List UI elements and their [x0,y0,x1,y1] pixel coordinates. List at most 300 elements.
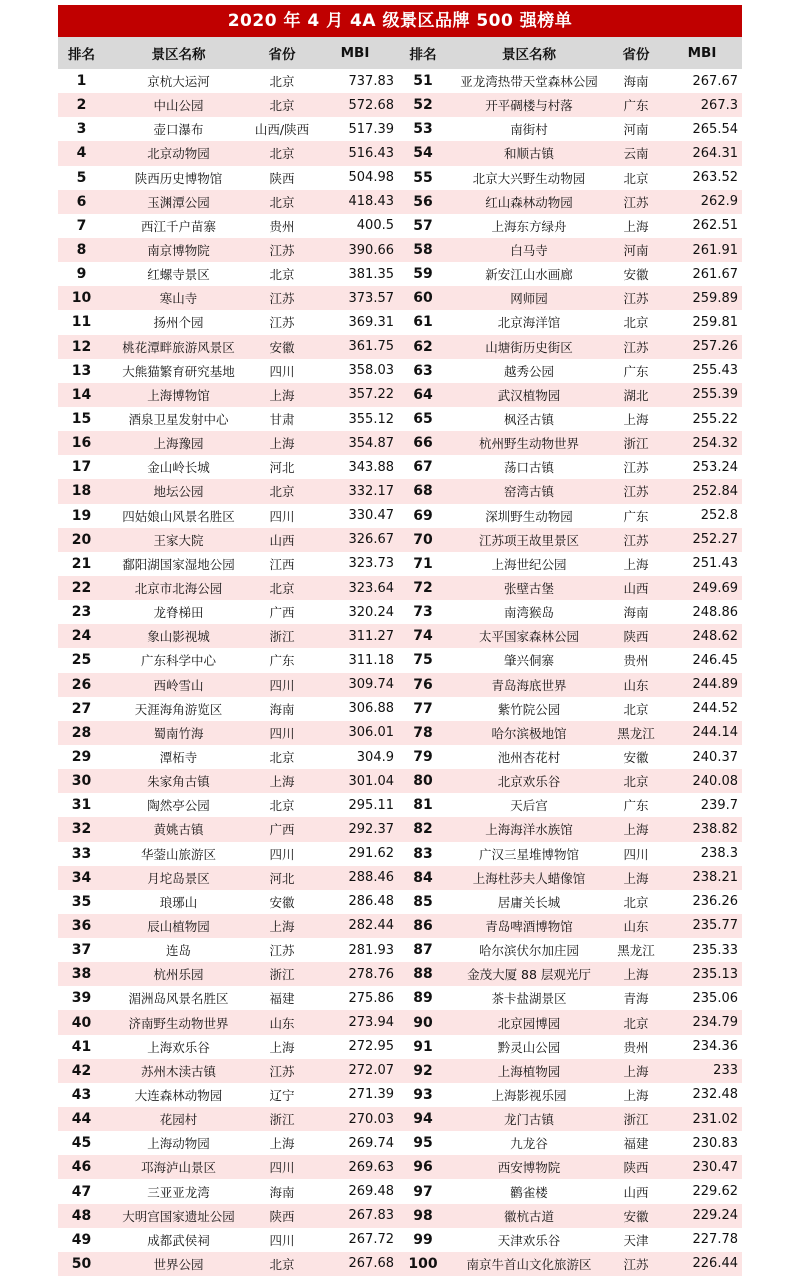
province-cell: 青海 [623,991,649,1007]
table-row [58,1059,742,1083]
province-cell: 上海 [623,1087,649,1103]
province-cell: 贵州 [623,653,649,669]
mbi-cell: 330.47 [348,508,394,524]
table-row [58,190,742,214]
rank-cell: 4 [76,145,87,162]
scenic-name-cell: 江苏项王故里景区 [478,532,579,548]
rank-cell: 98 [413,1207,433,1224]
province-cell: 江苏 [269,943,295,959]
scenic-name-cell: 邛海泸山景区 [140,1160,216,1176]
rank-cell: 47 [71,1183,92,1200]
table-body [58,69,742,1276]
scenic-name-cell: 南街村 [510,122,548,138]
province-cell: 北京 [269,581,295,597]
rank-cell: 86 [413,917,433,934]
rank-cell: 91 [413,1038,433,1055]
scenic-name-cell: 茶卡盐湖景区 [491,991,567,1007]
mbi-cell: 238.3 [700,846,738,862]
rank-cell: 26 [71,676,92,693]
scenic-name-cell: 北京动物园 [147,146,210,162]
province-cell: 上海 [269,1136,295,1152]
province-cell: 山西/陕西 [254,122,310,138]
header-row [58,37,742,69]
mbi-cell: 270.03 [348,1111,394,1127]
rank-cell: 8 [76,242,87,259]
rank-cell: 10 [71,290,92,307]
province-cell: 北京 [269,1256,295,1272]
province-cell: 四川 [269,1160,295,1176]
province-cell: 上海 [623,967,649,983]
rank-cell: 39 [71,990,92,1007]
rank-cell: 3 [76,121,87,138]
scenic-name-cell: 南京牛首山文化旅游区 [466,1256,592,1272]
province-cell: 浙江 [623,1112,649,1128]
province-cell: 上海 [623,870,649,886]
province-cell: 广西 [269,605,295,621]
mbi-cell: 326.67 [348,532,394,548]
mbi-cell: 249.69 [692,580,738,596]
table-row [58,262,742,286]
mbi-cell: 332.17 [348,483,394,499]
table-row [58,1252,742,1276]
scenic-name-cell: 荡口古镇 [503,460,554,476]
mbi-cell: 244.89 [692,677,738,693]
province-cell: 浙江 [269,1112,295,1128]
scenic-name-cell: 京杭大运河 [147,74,210,90]
rank-cell: 57 [413,217,433,234]
table-title: 2020 年 4 月 4A 级景区品牌 500 强榜单 [58,5,742,37]
table-row [58,938,742,962]
province-cell: 陕西 [623,1160,649,1176]
mbi-cell: 358.03 [348,363,394,379]
rank-cell: 90 [413,1014,433,1031]
province-cell: 辽宁 [269,1087,295,1103]
mbi-cell: 233 [713,1063,738,1079]
mbi-cell: 226.44 [692,1256,738,1272]
province-cell: 浙江 [269,629,295,645]
mbi-cell: 311.27 [348,628,394,644]
rank-cell: 21 [71,555,92,572]
scenic-name-cell: 象山影视城 [147,629,210,645]
mbi-cell: 517.39 [348,121,394,137]
scenic-name-cell: 红山森林动物园 [485,194,573,210]
mbi-cell: 271.39 [348,1087,394,1103]
scenic-name-cell: 玉渊潭公园 [147,194,210,210]
province-cell: 安徽 [623,267,649,283]
scenic-name-cell: 红螺寺景区 [147,267,210,283]
mbi-cell: 236.26 [692,894,738,910]
scenic-name-cell: 太平国家森林公园 [478,629,579,645]
province-cell: 上海 [269,387,295,403]
province-cell: 广东 [623,363,649,379]
mbi-cell: 357.22 [348,387,394,403]
mbi-cell: 295.11 [348,797,394,813]
province-cell: 陕西 [269,170,295,186]
scenic-name-cell: 徽杭古道 [503,1208,554,1224]
province-cell: 安徽 [623,1208,649,1224]
mbi-cell: 257.26 [692,339,738,355]
rank-cell: 93 [413,1086,433,1103]
mbi-cell: 400.5 [356,218,394,234]
scenic-name-cell: 花园村 [159,1112,198,1128]
province-cell: 四川 [269,508,295,524]
scenic-name-cell: 辰山植物园 [147,918,210,934]
mbi-cell: 252.8 [700,508,738,524]
mbi-cell: 251.43 [692,556,738,572]
rank-cell: 74 [413,628,433,645]
table-row [58,359,742,383]
scenic-name-cell: 朱家角古镇 [147,774,210,790]
scenic-name-cell: 北京市北海公园 [134,581,223,597]
scenic-name-cell: 西岭雪山 [153,677,204,693]
rank-cell: 11 [71,314,92,331]
scenic-name-cell: 杭州野生动物世界 [478,436,579,452]
mbi-cell: 255.43 [692,363,738,379]
scenic-name-cell: 蜀南竹海 [153,725,204,741]
province-cell: 山东 [623,918,649,934]
table-row [58,962,742,986]
table-row [58,673,742,697]
province-cell: 北京 [623,170,649,186]
table-row [58,383,742,407]
rank-cell: 64 [413,386,433,403]
mbi-cell: 229.62 [692,1184,738,1200]
rank-cell: 72 [413,580,433,597]
province-cell: 江苏 [623,484,649,500]
mbi-cell: 267.83 [348,1208,394,1224]
rank-cell: 48 [71,1207,92,1224]
mbi-cell: 262.9 [700,194,738,210]
scenic-name-cell: 成都武侯祠 [147,1232,210,1248]
province-cell: 北京 [269,267,295,283]
rank-cell: 87 [413,942,433,959]
mbi-cell: 311.18 [348,652,394,668]
rank-cell: 92 [413,1062,433,1079]
scenic-name-cell: 开平碉楼与村落 [485,98,573,114]
rank-cell: 22 [71,580,92,597]
table-row [58,793,742,817]
table-row [58,697,742,721]
rank-cell: 99 [413,1231,433,1248]
rank-cell: 24 [71,628,92,645]
table-row [58,166,742,190]
province-cell: 北京 [269,194,295,210]
scenic-name-cell: 深圳野生动物园 [485,508,573,524]
rank-cell: 70 [413,531,433,548]
province-cell: 福建 [623,1136,649,1152]
table-row [58,238,742,262]
table-row [58,504,742,528]
rank-cell: 19 [71,507,92,524]
province-cell: 云南 [623,146,649,162]
mbi-cell: 235.13 [692,966,738,982]
table-row [58,214,742,238]
province-cell: 北京 [269,74,295,90]
table-row [58,93,742,117]
mbi-cell: 234.36 [692,1039,738,1055]
province-cell: 北京 [269,98,295,114]
scenic-name-cell: 亚龙湾热带天堂森林公园 [460,74,598,90]
province-cell: 湖北 [623,387,649,403]
rank-cell: 18 [71,483,92,500]
scenic-name-cell: 哈尔滨极地馆 [491,725,567,741]
mbi-cell: 261.67 [692,266,738,282]
scenic-name-cell: 肇兴侗寨 [503,653,554,669]
rank-cell: 35 [71,893,92,910]
rank-cell: 83 [413,845,433,862]
rank-cell: 17 [71,459,92,476]
rank-cell: 38 [71,966,92,983]
table-row [58,431,742,455]
mbi-cell: 253.24 [692,459,738,475]
table-row [58,769,742,793]
rank-cell: 68 [413,483,433,500]
mbi-cell: 234.79 [692,1015,738,1031]
scenic-name-cell: 月坨岛景区 [147,870,210,886]
mbi-cell: 390.66 [348,242,394,258]
table-row [58,817,742,841]
rank-cell: 32 [71,821,92,838]
scenic-name-cell: 天津欢乐谷 [497,1232,561,1248]
rank-cell: 96 [413,1159,433,1176]
mbi-cell: 373.57 [348,290,394,306]
province-cell: 山西 [623,581,649,597]
mbi-cell: 238.21 [692,870,738,886]
province-cell: 上海 [623,556,649,572]
rank-cell: 50 [71,1255,92,1272]
scenic-name-cell: 华蓥山旅游区 [140,846,216,862]
province-cell: 北京 [269,146,295,162]
mbi-cell: 516.43 [348,145,394,161]
province-cell: 江苏 [269,315,295,331]
scenic-name-cell: 上海世纪公园 [491,556,567,572]
scenic-name-cell: 桃花潭畔旅游风景区 [122,339,235,355]
province-cell: 上海 [269,436,295,452]
mbi-cell: 306.88 [348,701,394,717]
rank-cell: 56 [413,193,433,210]
table-row [58,842,742,866]
scenic-name-cell: 池州杏花村 [497,750,561,765]
province-cell: 北京 [623,894,649,910]
mbi-cell: 272.95 [348,1039,394,1055]
table-row [58,310,742,334]
table-row [58,1131,742,1155]
mbi-cell: 240.37 [692,749,738,765]
table-row [58,407,742,431]
province-cell: 广东 [623,98,649,114]
province-cell: 江苏 [269,291,295,307]
scenic-name-cell: 中山公园 [153,98,204,114]
mbi-cell: 304.9 [356,749,394,765]
province-cell: 广东 [269,653,295,669]
rank-cell: 9 [76,266,87,283]
province-cell: 广东 [623,508,649,524]
header-mbi: MBI [340,45,370,61]
mbi-cell: 269.48 [348,1184,394,1200]
province-cell: 江苏 [269,1063,295,1079]
header-rank: 排名 [409,47,437,63]
mbi-cell: 267.67 [692,73,738,89]
table-row [58,335,742,359]
rank-cell: 82 [413,821,433,838]
scenic-name-cell: 金山岭长城 [147,460,210,476]
province-cell: 海南 [623,74,649,90]
rank-cell: 54 [413,145,433,162]
province-cell: 安徽 [269,894,295,910]
table-row [58,600,742,624]
rank-cell: 75 [413,652,433,669]
mbi-cell: 278.76 [348,966,394,982]
scenic-name-cell: 上海海洋水族馆 [485,822,573,838]
rank-cell: 65 [413,411,433,428]
rank-cell: 31 [71,797,92,814]
mbi-cell: 301.04 [348,773,394,789]
rank-cell: 88 [413,966,433,983]
mbi-cell: 306.01 [348,725,394,741]
province-cell: 江苏 [623,194,649,210]
province-cell: 北京 [269,484,295,500]
province-cell: 贵州 [269,218,295,234]
scenic-name-cell: 壶口瀑布 [153,122,204,138]
mbi-cell: 244.52 [692,701,738,717]
rank-cell: 79 [413,749,433,765]
province-cell: 山东 [269,1015,295,1031]
mbi-cell: 255.39 [692,387,738,403]
province-cell: 四川 [269,846,295,862]
rank-cell: 58 [413,242,433,259]
table-row [58,141,742,165]
scenic-name-cell: 青岛啤酒博物馆 [485,918,573,934]
scenic-name-cell: 广东科学中心 [140,653,216,669]
rank-cell: 29 [71,749,92,765]
table-row [58,455,742,479]
province-cell: 陕西 [623,629,649,645]
mbi-cell: 320.24 [348,604,394,620]
rank-cell: 46 [71,1159,92,1176]
scenic-name-cell: 新安江山水画廊 [485,267,573,283]
province-cell: 江西 [269,556,295,572]
scenic-name-cell: 南京博物院 [147,243,210,259]
province-cell: 山东 [623,677,649,693]
rank-cell: 62 [413,338,433,355]
mbi-cell: 262.51 [692,218,738,234]
province-cell: 北京 [269,798,295,814]
rank-cell: 100 [408,1255,438,1272]
table-row [58,528,742,552]
scenic-name-cell: 九龙谷 [510,1136,548,1152]
rank-cell: 84 [413,869,433,886]
table-row [58,479,742,503]
province-cell: 天津 [623,1232,649,1248]
mbi-cell: 248.86 [692,604,738,620]
scenic-name-cell: 居庸关长城 [497,894,561,910]
rank-cell: 80 [413,773,433,790]
scenic-name-cell: 寒山寺 [159,291,198,307]
table-row [58,1107,742,1131]
province-cell: 北京 [623,1015,649,1031]
header-province: 省份 [622,47,650,63]
mbi-cell: 265.54 [692,121,738,137]
scenic-name-cell: 枫泾古镇 [503,412,554,428]
mbi-cell: 230.47 [692,1159,738,1175]
rank-cell: 85 [413,893,433,910]
mbi-cell: 281.93 [348,942,394,958]
province-cell: 河北 [269,460,295,476]
rank-cell: 14 [71,386,92,403]
mbi-cell: 240.08 [692,773,738,789]
rank-cell: 53 [413,121,433,138]
mbi-cell: 291.62 [348,846,394,862]
province-cell: 四川 [269,677,295,693]
rank-cell: 45 [71,1135,92,1152]
rank-cell: 73 [413,604,433,621]
rank-cell: 69 [413,507,433,524]
province-cell: 浙江 [623,436,649,452]
province-cell: 四川 [269,363,295,379]
scenic-name-cell: 天涯海角游览区 [134,701,223,717]
province-cell: 海南 [623,605,649,621]
province-cell: 广东 [623,798,649,814]
mbi-cell: 288.46 [348,870,394,886]
mbi-cell: 267.68 [348,1256,394,1272]
mbi-cell: 235.77 [692,918,738,934]
province-cell: 福建 [269,991,295,1007]
scenic-name-cell: 杭州乐园 [153,967,204,983]
mbi-cell: 261.91 [692,242,738,258]
scenic-name-cell: 山塘街历史街区 [485,339,573,355]
mbi-cell: 246.45 [692,652,738,668]
scenic-name-cell: 哈尔滨伏尔加庄园 [478,943,579,959]
mbi-cell: 238.82 [692,821,738,837]
mbi-cell: 737.83 [348,73,394,89]
mbi-cell: 504.98 [348,170,394,186]
table-row [58,1179,742,1203]
province-cell: 山西 [269,532,295,548]
province-cell: 浙江 [269,967,295,983]
province-cell: 河北 [269,870,295,886]
province-cell: 山西 [623,1184,649,1200]
scenic-name-cell: 上海杜莎夫人蜡像馆 [472,870,586,886]
province-cell: 江苏 [623,291,649,307]
rank-cell: 95 [413,1135,433,1152]
rank-cell: 76 [413,676,433,693]
scenic-name-cell: 上海博物馆 [147,387,210,403]
scenic-name-cell: 北京大兴野生动物园 [472,170,586,186]
table-row [58,1155,742,1179]
table-row [58,552,742,576]
scenic-name-cell: 鄱阳湖国家湿地公园 [122,556,235,572]
province-cell: 安徽 [623,750,649,765]
scenic-name-cell: 龙脊梯田 [153,605,204,621]
scenic-name-cell: 连岛 [165,943,191,959]
mbi-cell: 235.33 [692,942,738,958]
rank-cell: 33 [71,845,92,862]
mbi-cell: 361.75 [348,339,394,355]
table-row [58,286,742,310]
mbi-cell: 572.68 [348,97,394,113]
header-province: 省份 [268,47,296,63]
scenic-name-cell: 西安博物院 [497,1160,561,1176]
header-name: 景区名称 [502,47,556,63]
mbi-cell: 267.3 [700,97,738,113]
mbi-cell: 323.73 [348,556,394,572]
scenic-name-cell: 王家大院 [153,532,204,548]
rank-cell: 66 [413,435,433,452]
table-row [58,890,742,914]
province-cell: 北京 [623,315,649,331]
rank-cell: 43 [71,1086,92,1103]
mbi-cell: 259.89 [692,290,738,306]
